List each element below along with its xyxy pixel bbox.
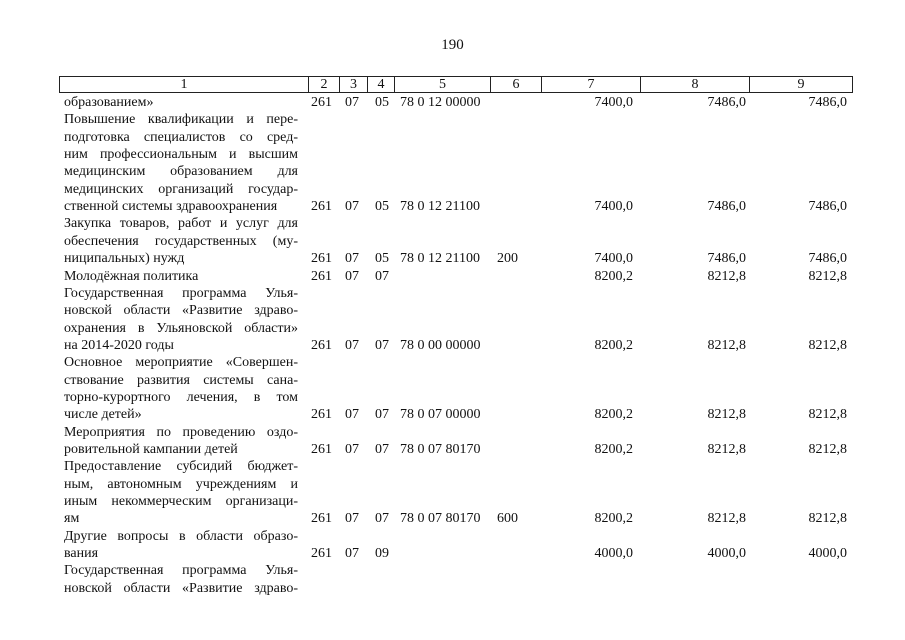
- expense-type-cell: 200: [497, 251, 518, 267]
- description-cell: новской области «Развитие здраво-: [64, 303, 298, 319]
- amount-col8-cell: 8212,8: [707, 407, 746, 423]
- subsection-cell: 07: [375, 268, 389, 284]
- amount-col7-cell: 7400,0: [594, 199, 633, 215]
- table-row: [0, 562, 905, 579]
- section-cell: 07: [345, 251, 359, 267]
- subsection-cell: 07: [375, 511, 389, 527]
- table-row: [0, 111, 905, 128]
- amount-col7-cell: 7400,0: [594, 95, 633, 110]
- section-cell: 07: [345, 511, 359, 527]
- header-cell-col9: 9: [749, 76, 853, 93]
- table-row: [0, 215, 905, 232]
- code-cell: 261: [311, 407, 332, 423]
- code-cell: 261: [311, 199, 332, 215]
- table-row: [0, 268, 905, 285]
- amount-col7-cell: 8200,2: [594, 268, 633, 284]
- table-row: [0, 354, 905, 371]
- code-cell: 261: [311, 442, 332, 457]
- table-row: [0, 320, 905, 337]
- target-article-cell: 78 0 00 00000: [400, 337, 481, 353]
- description-cell: Основное мероприятие «Совершен-: [64, 355, 298, 371]
- target-article-cell: 78 0 07 80170: [400, 511, 481, 527]
- header-cell-col7: 7: [541, 76, 641, 93]
- table-row: [0, 580, 905, 597]
- amount-col8-cell: 8212,8: [707, 511, 746, 527]
- description-cell: Мероприятия по проведению оздо-: [64, 424, 298, 440]
- description-cell: образованием»: [64, 95, 154, 110]
- section-cell: 07: [345, 442, 359, 457]
- description-cell: новской области «Развитие здраво-: [64, 580, 298, 596]
- description-cell: числе детей»: [64, 407, 142, 423]
- subsection-cell: 09: [375, 546, 389, 562]
- amount-col9-cell: 8212,8: [808, 407, 847, 423]
- table-row: [0, 458, 905, 475]
- header-cell-col2: 2: [308, 76, 340, 93]
- amount-col7-cell: 8200,2: [594, 442, 633, 457]
- description-cell: медицинским образованием для: [64, 164, 298, 180]
- table-row: [0, 198, 905, 215]
- subsection-cell: 07: [375, 442, 389, 457]
- description-cell: ным, автономным учреждениям и: [64, 476, 298, 492]
- header-cell-col5: 5: [394, 76, 491, 93]
- description-cell: торно-курортного лечения, в том: [64, 389, 298, 405]
- description-cell: ним профессиональным и высшим: [64, 147, 298, 163]
- target-article-cell: 78 0 07 00000: [400, 407, 481, 423]
- header-cell-col3: 3: [339, 76, 368, 93]
- table-row: [0, 302, 905, 319]
- description-cell: ям: [64, 511, 80, 527]
- amount-col9-cell: 8212,8: [808, 337, 847, 353]
- amount-col9-cell: 8212,8: [808, 511, 847, 527]
- subsection-cell: 07: [375, 337, 389, 353]
- amount-col7-cell: 8200,2: [594, 511, 633, 527]
- section-cell: 07: [345, 546, 359, 562]
- amount-col8-cell: 8212,8: [707, 337, 746, 353]
- table-row: [0, 528, 905, 545]
- amount-col7-cell: 4000,0: [594, 546, 633, 562]
- table-row: [0, 510, 905, 527]
- table-row: [0, 441, 905, 458]
- subsection-cell: 05: [375, 95, 389, 110]
- header-cell-col1: 1: [59, 76, 309, 93]
- code-cell: 261: [311, 251, 332, 267]
- amount-col9-cell: 8212,8: [808, 268, 847, 284]
- section-cell: 07: [345, 337, 359, 353]
- description-cell: иным некоммерческим организаци-: [64, 494, 298, 510]
- expense-type-cell: 600: [497, 511, 518, 527]
- amount-col8-cell: 8212,8: [707, 442, 746, 457]
- description-cell: Предоставление субсидий бюджет-: [64, 459, 298, 475]
- description-cell: ствование развития системы сана-: [64, 372, 298, 388]
- description-cell: Государственная программа Улья-: [64, 285, 298, 301]
- description-cell: обеспечения государственных (му-: [64, 233, 298, 249]
- code-cell: 261: [311, 95, 332, 110]
- table-row: [0, 493, 905, 510]
- amount-col9-cell: 7486,0: [808, 251, 847, 267]
- table-row: [0, 545, 905, 562]
- amount-col8-cell: 8212,8: [707, 268, 746, 284]
- header-cell-col6: 6: [490, 76, 542, 93]
- table-row: [0, 372, 905, 389]
- description-cell: ниципальных) нужд: [64, 251, 185, 267]
- table-row: [0, 146, 905, 163]
- table-row: [0, 476, 905, 493]
- table-row: [0, 389, 905, 406]
- table-row: [0, 129, 905, 146]
- amount-col8-cell: 7486,0: [707, 95, 746, 110]
- description-cell: Повышение квалификации и пере-: [64, 112, 298, 128]
- description-cell: ровительной кампании детей: [64, 442, 238, 457]
- header-cell-col4: 4: [367, 76, 395, 93]
- table-row: [0, 163, 905, 180]
- subsection-cell: 05: [375, 251, 389, 267]
- amount-col8-cell: 7486,0: [707, 251, 746, 267]
- amount-col8-cell: 4000,0: [707, 546, 746, 562]
- section-cell: 07: [345, 199, 359, 215]
- code-cell: 261: [311, 546, 332, 562]
- description-cell: подготовка специалистов со сред-: [64, 129, 298, 145]
- amount-col9-cell: 8212,8: [808, 442, 847, 457]
- table-row: [0, 181, 905, 198]
- description-cell: ственной системы здравоохранения: [64, 199, 278, 215]
- code-cell: 261: [311, 337, 332, 353]
- description-cell: Молодёжная политика: [64, 268, 199, 284]
- description-cell: Другие вопросы в области образо-: [64, 528, 298, 544]
- subsection-cell: 05: [375, 199, 389, 215]
- amount-col7-cell: 7400,0: [594, 251, 633, 267]
- code-cell: 261: [311, 511, 332, 527]
- description-cell: Закупка товаров, работ и услуг для: [64, 216, 298, 232]
- target-article-cell: 78 0 07 80170: [400, 442, 481, 457]
- section-cell: 07: [345, 268, 359, 284]
- description-cell: Государственная программа Улья-: [64, 563, 298, 579]
- subsection-cell: 07: [375, 407, 389, 423]
- page-number: 190: [441, 37, 464, 53]
- amount-col7-cell: 8200,2: [594, 337, 633, 353]
- table-row: [0, 250, 905, 267]
- section-cell: 07: [345, 95, 359, 110]
- table-row: [0, 233, 905, 250]
- header-cell-col8: 8: [640, 76, 750, 93]
- amount-col7-cell: 8200,2: [594, 407, 633, 423]
- table-row: [0, 337, 905, 354]
- amount-col9-cell: 7486,0: [808, 199, 847, 215]
- description-cell: вания: [64, 546, 99, 562]
- table-row: [0, 94, 905, 111]
- table-row: [0, 424, 905, 441]
- table-row: [0, 406, 905, 423]
- target-article-cell: 78 0 12 00000: [400, 95, 481, 110]
- amount-col9-cell: 4000,0: [808, 546, 847, 562]
- description-cell: медицинских организаций государ-: [64, 181, 298, 197]
- amount-col9-cell: 7486,0: [808, 95, 847, 110]
- target-article-cell: 78 0 12 21100: [400, 199, 480, 215]
- code-cell: 261: [311, 268, 332, 284]
- description-cell: охранения в Ульяновской области»: [64, 320, 298, 336]
- section-cell: 07: [345, 407, 359, 423]
- amount-col8-cell: 7486,0: [707, 199, 746, 215]
- table-row: [0, 285, 905, 302]
- description-cell: на 2014-2020 годы: [64, 337, 174, 353]
- target-article-cell: 78 0 12 21100: [400, 251, 480, 267]
